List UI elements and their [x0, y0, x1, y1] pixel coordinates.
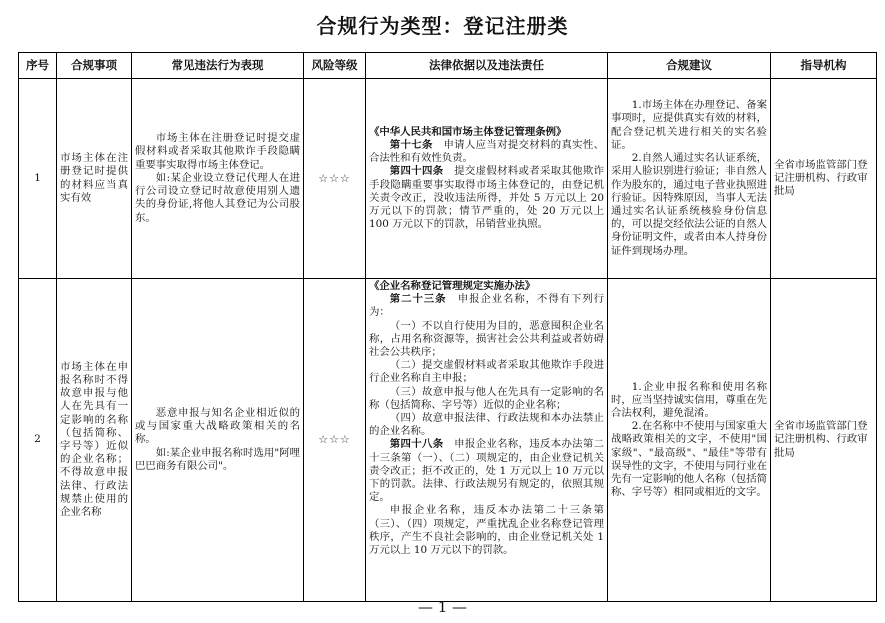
header-item: 合规事项: [57, 53, 132, 79]
violation-behavior: [132, 279, 304, 602]
table-header-row: [19, 53, 877, 79]
article-text: 提交虚假材料或者采取其他欺诈手段隐瞒重要事实取得市场主体登记的，由登记机关责令改正，没收违法所得，并处 5 万元以上 20 万元以下的罚款；情节严重的，处 20 万元以上 100 万元以下的罚款，吊销营业执照。: [369, 165, 605, 231]
article-heading: 第十七条: [389, 138, 433, 151]
table-row: [19, 279, 877, 602]
article-text: 申报企业名称，违反本办法第二十三条第（三）、（四）项规定，严重扰乱企业名称登记管理秩序，产生不良社会影响的，由企业登记机关处 1 万元以上 10 万元以下的罚款。: [369, 504, 604, 557]
advice-text: 2.在名称中不使用与国家重大战略政策相关的文字，不使用"国家级"、"最高级"、"最佳"等带有误导性的文字，不使用与同行业在先有一定影响的他人名称（包括简称、字号等）相同或相近的文字。: [611, 420, 767, 499]
article-heading: 第二十三条: [389, 293, 447, 306]
behavior-example: 如:某企业申报名称时选用"阿哩巴巴商务有限公司"。: [135, 446, 300, 472]
law-title: 《企业名称登记管理规定实施办法》: [369, 280, 536, 292]
header-advice: 合规建议: [608, 53, 771, 79]
article-clause: （四）故意申报法律、行政法规和本办法禁止的企业名称。: [369, 412, 604, 438]
article-heading: 第四十四条: [389, 165, 444, 178]
header-agency: 指导机构: [771, 53, 877, 79]
compliance-table: [18, 52, 877, 602]
page-title: 合规行为类型：登记注册类: [316, 14, 569, 38]
compliance-item: 市场主体在注册登记时提供的材料应当真实有效: [57, 79, 132, 279]
article-clause: （二）提交虚假材料或者采取其他欺诈手段进行企业名称自主申报；: [369, 359, 604, 385]
header-no: 序号: [19, 53, 57, 79]
legal-basis: [366, 279, 608, 602]
header-law: 法律依据以及违法责任: [366, 53, 608, 79]
compliance-item: 市场主体在申报名称时不得故意申报与他人在先具有一定影响的名称（包括简称、字号等）近似的企业名称；不得故意申报法律、行政法规禁止使用的企业名称: [57, 279, 132, 602]
violation-behavior: [132, 79, 304, 279]
article-text: 申报企业名称，违反本办法第二十三条第（一）、（二）项规定的，由企业登记机关责令改正；拒不改正的，处 1 万元以上 10 万元以下的罚款。法律、行政法规另有规定的，依照其规定。: [369, 438, 605, 504]
behavior-example: 如:某企业设立登记代理人在进行公司设立登记时故意使用别人遗失的身份证,将他人其登记为公司股东。: [135, 171, 300, 224]
article-heading: 第四十八条: [389, 438, 444, 451]
legal-basis: [366, 79, 608, 279]
advice-text: 1.市场主体在办理登记、备案事项时，应提供真实有效的材料，配合登记机关进行相关的实名验证。: [611, 99, 767, 151]
advice-text: 1.企业申报名称和使用名称时，应当坚持诚实信用，尊重在先合法权利，避免混淆。: [611, 380, 767, 419]
compliance-advice: [608, 79, 771, 279]
compliance-advice: [608, 279, 771, 602]
row-number: 1: [19, 79, 57, 279]
page-number: — 1 —: [417, 598, 468, 616]
guiding-agency: 全省市场监管部门登记注册机构、行政审批局: [771, 279, 877, 602]
header-behavior: 常见违法行为表现: [132, 53, 304, 79]
table-row: [19, 79, 877, 279]
law-title: 《中华人民共和国市场主体登记管理条例》: [369, 125, 567, 138]
article-clause: （一）不以自行使用为目的，恶意囤积企业名称，占用名称资源等，损害社会公共利益或者妨碍社会公共秩序；: [369, 319, 604, 359]
article-clause: （三）故意申报与他人在先具有一定影响的名称（包括简称、字号等）近似的企业名称；: [369, 385, 604, 411]
article-text: 申报企业名称，不得有下列行为：: [369, 293, 605, 319]
behavior-text: 市场主体在注册登记时提交虚假材料或者采取其他欺诈手段隐瞒重要事实取得市场主体登记。: [135, 132, 300, 171]
guiding-agency: 全省市场监管部门登记注册机构、行政审批局: [771, 79, 877, 279]
article-text: 申请人应当对提交材料的真实性、合法性和有效性负责。: [369, 138, 605, 165]
risk-level: ☆☆☆: [304, 79, 366, 279]
advice-text: 2.自然人通过实名认证系统，采用人脸识别进行验证；非自然人作为股东的，通过电子营业执照进行验证。因特殊原因，当事人无法通过实名认证系统核验身份信息的，可以提交经依法公证的自然人身份证明文件，或者由本人持身份证件到现场办理。: [611, 152, 767, 257]
behavior-text: 恶意申报与知名企业相近似的或与国家重大战略政策相关的名称。: [135, 406, 300, 446]
risk-level: ☆☆☆: [304, 279, 366, 602]
header-risk: 风险等级: [304, 53, 366, 79]
row-number: 2: [19, 279, 57, 602]
